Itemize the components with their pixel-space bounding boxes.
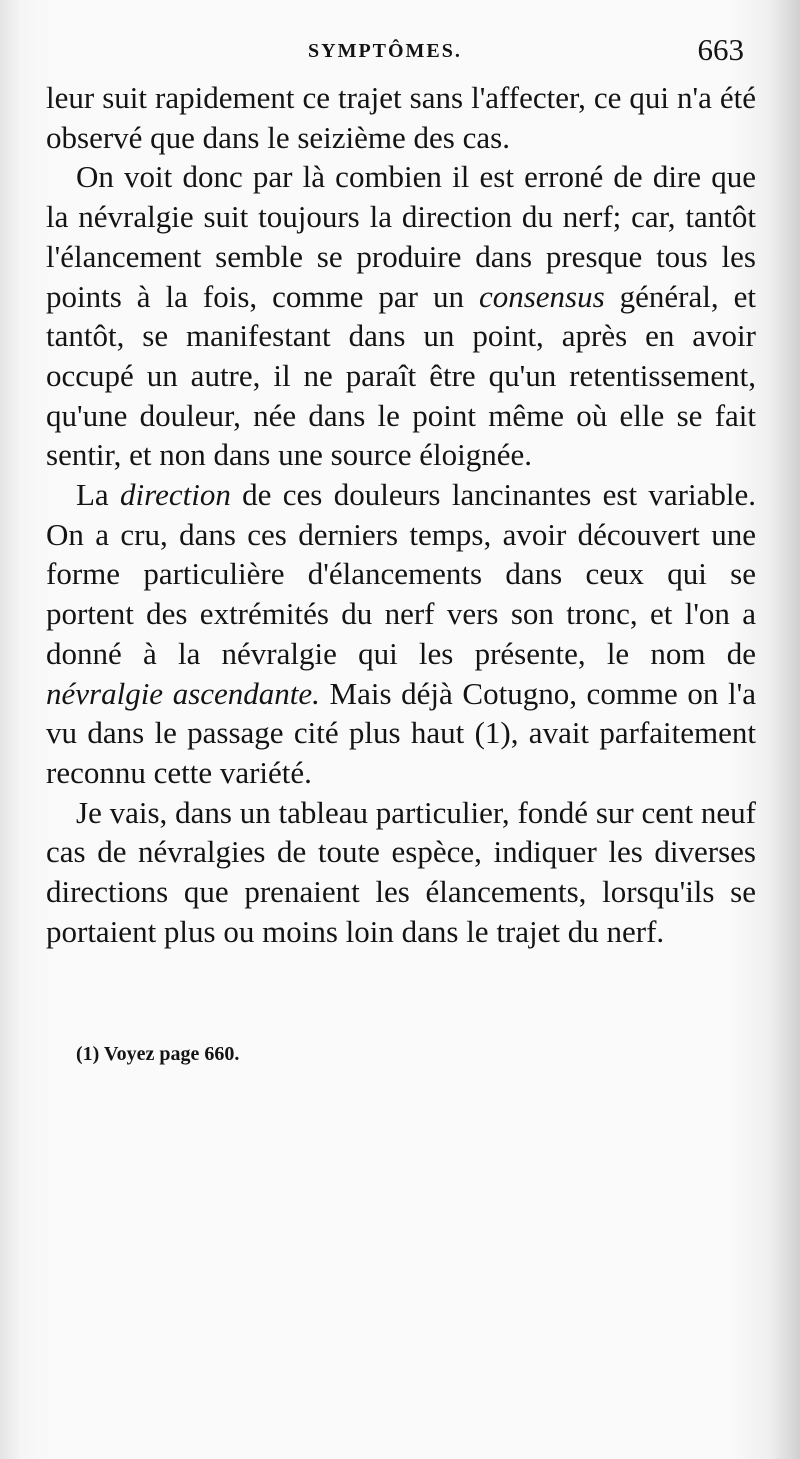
running-head: SYMPTÔMES. xyxy=(308,40,462,62)
paragraph: La direction de ces douleurs lancinantes est variable. On a cru, dans ces derniers temps, avoir découvert une forme particulière d'élancements dans ceux qui se portent des extrémités du nerf vers son tronc, et l'on a donné à la névralgie qui les présente, le nom de névralgie ascendante. Mais déjà Cotugno, comme on l'a vu dans le passage cité plus haut (1), avait parfaitement reconnu cette variété. xyxy=(46,477,757,790)
italic-term: névralgie ascendante. xyxy=(46,675,320,711)
italic-term: direction xyxy=(120,477,231,513)
italic-term: consensus xyxy=(478,278,605,314)
paragraph: On voit donc par là combien il est erroné de dire que la névralgie suit toujours la direction du nerf; car, tantôt l'élancement semble se produire dans presque tous les points à la fois, comme par un consensus général, et tantôt, se manifestant dans un point, après en avoir occupé un autre, il ne paraît être qu'un retentissement, qu'une douleur, née dans le point même où elle se fait sentir, et non dans une source éloignée. xyxy=(46,159,756,473)
paragraph: Je vais, dans un tableau particulier, fondé sur cent neuf cas de névralgies de toute espèce, indiquer les diverses directions que prenaient les élancements, lorsqu'ils se portaient plus ou moins loin dans le trajet du nerf. xyxy=(46,794,756,949)
page-number: 663 xyxy=(697,32,744,67)
paragraph: leur suit rapidement ce trajet sans l'affecter, ce qui n'a été observé que dans le seizième des cas. xyxy=(46,80,756,155)
body-text xyxy=(46,78,756,951)
page-header xyxy=(46,30,746,74)
show-through-texture xyxy=(55,1010,775,1047)
footnote: (1) Voyez page 660. xyxy=(76,1043,240,1065)
